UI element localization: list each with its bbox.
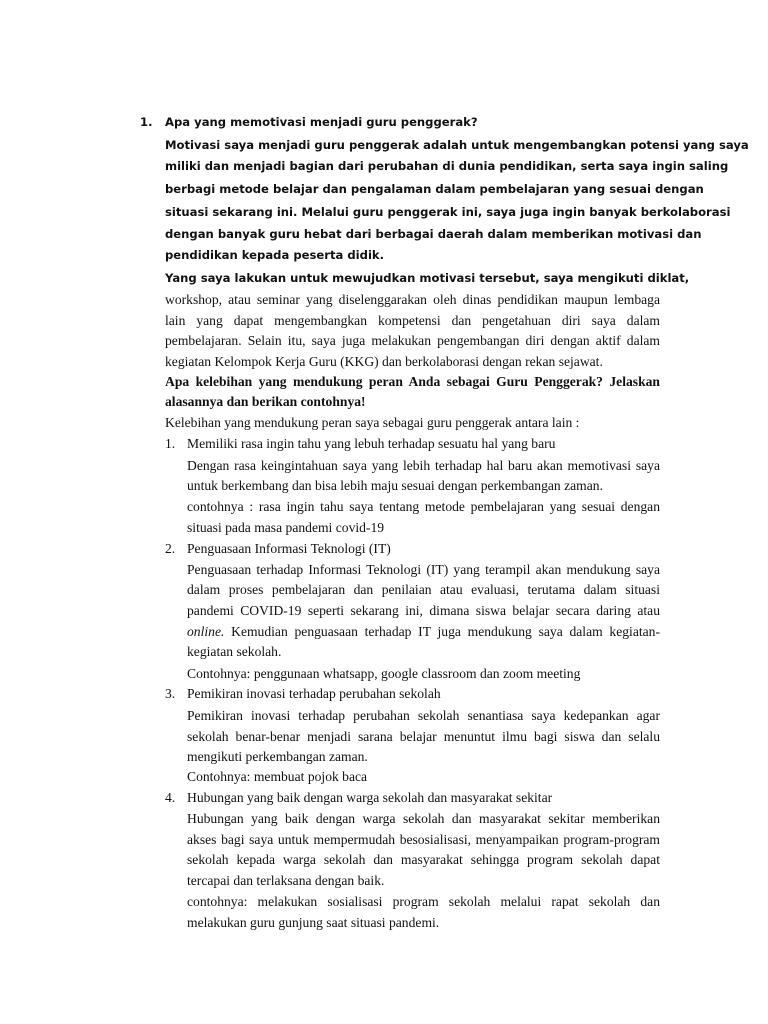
q2-title-line: alasannya dan berikan contohnya! xyxy=(165,394,366,409)
item-body-line: akses bagi saya untuk mempermudah besosialisasi, menyampaikan program-program xyxy=(187,832,660,847)
item-example-line: Contohnya: membuat pojok baca xyxy=(187,769,368,784)
item-body-line: Dengan rasa keingintahuan saya yang lebih terhadap hal baru akan memotivasi saya xyxy=(187,458,660,473)
item-body-line: sekolah benar-benar menjadi sarana belajar menuntut ilmu bagi siswa dan selalu xyxy=(187,729,660,744)
q2-intro: Kelebihan yang mendukung peran saya sebagai guru penggerak antara lain : xyxy=(165,415,580,430)
item-heading: Hubungan yang baik dengan warga sekolah dan masyarakat sekitar xyxy=(187,790,553,805)
q1-para1-line: dengan banyak guru hebat dari berbagai daerah dalam memberikan motivasi dan xyxy=(165,227,702,241)
q1-para1-line: berbagi metode belajar dan pengalaman dalam pembelajaran yang sesuai dengan xyxy=(165,182,704,196)
q1-para1-line: miliki dan menjadi bagian dari perubahan di dunia pendidikan, serta saya ingin saling xyxy=(165,159,729,173)
item-example-line: situasi pada masa pandemi covid-19 xyxy=(187,520,385,535)
item-example-line: Contohnya: penggunaan whatsapp, google classroom dan zoom meeting xyxy=(187,666,581,681)
item-body-line: kegiatan sekolah. xyxy=(187,644,282,659)
item-body-line: untuk berkembang dan bisa lebih maju sesuai dengan perkembangan zaman. xyxy=(187,478,603,493)
item-number: 4. xyxy=(165,790,176,805)
item-body-line xyxy=(187,622,660,642)
item-body-line: Pemikiran inovasi terhadap perubahan sekolah senantiasa saya kedepankan agar xyxy=(187,708,660,723)
q1-para2-line: workshop, atau seminar yang diselenggarakan oleh dinas pendidikan maupun lembaga xyxy=(165,292,660,307)
item-number: 1. xyxy=(165,436,176,451)
item-body-line: tercapai dan terlaksana dengan baik. xyxy=(187,873,385,888)
q1-para1-line: Motivasi saya menjadi guru penggerak adalah untuk mengembangkan potensi yang saya xyxy=(165,138,749,152)
item-example-line: contohnya : rasa ingin tahu saya tentang metode pembelajaran yang sesuai dengan xyxy=(187,499,660,514)
q1-para1-line: pendidikan kepada peserta didik. xyxy=(165,248,385,262)
q1-para2-line: pembelajaran. Selain itu, saya juga melakukan pengembangan diri dengan aktif dalam xyxy=(165,333,660,348)
item-body-line: Penguasaan terhadap Informasi Teknologi (IT) yang terampil akan mendukung saya xyxy=(187,562,660,577)
q2-title-line: Apa kelebihan yang mendukung peran Anda sebagai Guru Penggerak? Jelaskan xyxy=(165,374,660,389)
item-heading: Memiliki rasa ingin tahu yang lebuh terhadap sesuatu hal yang baru xyxy=(187,436,556,451)
item-heading: Penguasaan Informasi Teknologi (IT) xyxy=(187,541,391,556)
online-italic-word: online. xyxy=(187,624,225,639)
item-body-line: sekolah kepada warga sekolah dan masyarakat sehingga program sekolah dapat xyxy=(187,852,660,867)
item-body-line: dalam proses pembelajaran dan penilaian atau evaluasi, terutama dalam situasi xyxy=(187,582,660,597)
q1-number: 1. xyxy=(140,115,153,129)
item-number: 2. xyxy=(165,541,176,556)
q1-para1-line: situasi sekarang ini. Melalui guru penggerak ini, saya juga ingin banyak berkolaborasi xyxy=(165,205,731,219)
item-heading: Pemikiran inovasi terhadap perubahan sekolah xyxy=(187,686,441,701)
item-number: 3. xyxy=(165,686,176,701)
item-example-line: contohnya: melakukan sosialisasi program sekolah melalui rapat sekolah dan xyxy=(187,894,660,909)
q1-para2-line: Yang saya lakukan untuk mewujudkan motivasi tersebut, saya mengikuti diklat, xyxy=(165,271,690,285)
q1-para2-line: kegiatan Kelompok Kerja Guru (KKG) dan berkolaborasi dengan rekan sejawat. xyxy=(165,354,603,369)
item-body-line: pandemi COVID-19 seperti sekarang ini, dimana siswa belajar secara daring atau xyxy=(187,603,660,618)
item-example-line: melakukan guru gunjung saat situasi pandemi. xyxy=(187,915,440,930)
item-body-line: Hubungan yang baik dengan warga sekolah dan masyarakat sekitar memberikan xyxy=(187,811,660,826)
item-body-fragment: Kemudian penguasaan terhadap IT juga mendukung saya dalam kegiatan- xyxy=(224,624,660,639)
q1-title: Apa yang memotivasi menjadi guru penggerak? xyxy=(165,115,478,129)
q1-para2-line: lain yang dapat mengembangkan kompetensi dan pengetahuan diri saya dalam xyxy=(165,313,660,328)
item-body-line: mengikuti perkembangan zaman. xyxy=(187,749,368,764)
